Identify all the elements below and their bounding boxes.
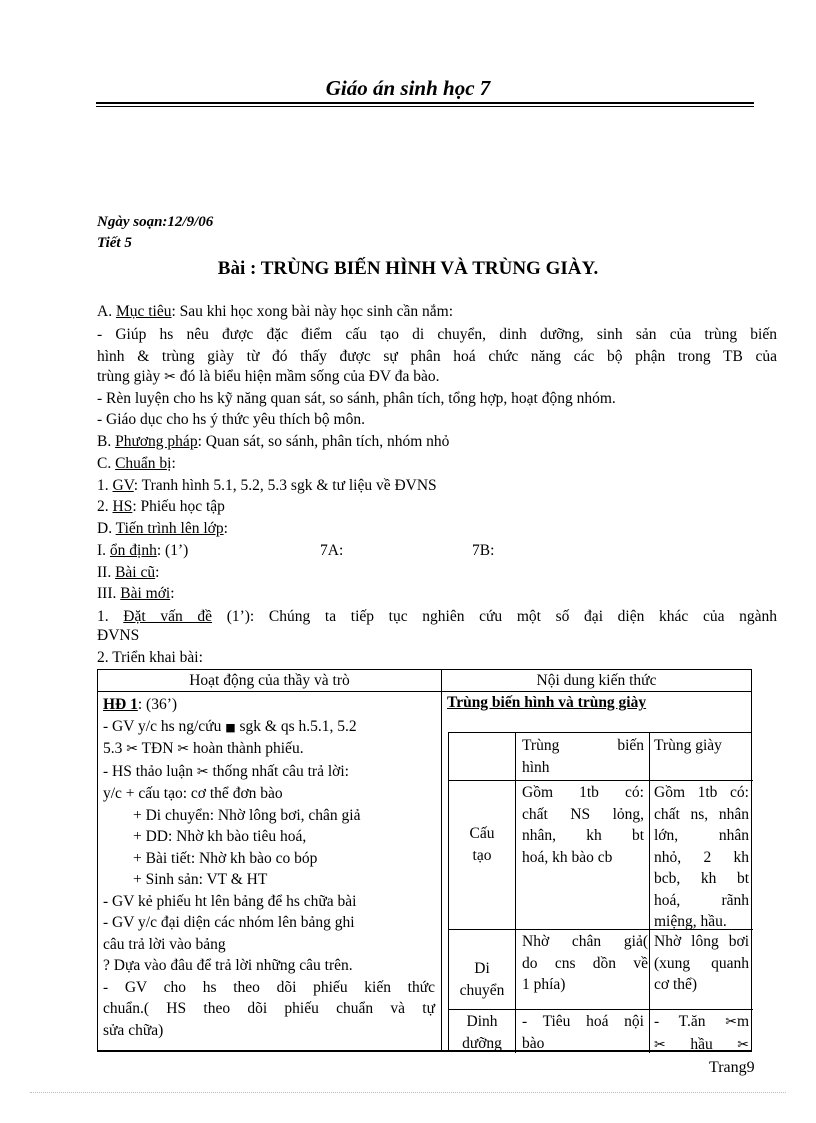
objective-line-1: - Giúp hs nêu được đặc điểm cấu tạo di chuyển, dinh dưỡng, sinh sản của trùng biến (97, 326, 777, 343)
row-label-structure-l2: tạo (472, 846, 492, 864)
section-b (97, 433, 449, 451)
header-amoeba-word2: biến (617, 737, 644, 754)
activity-line: câu trả lời vào bảng (103, 935, 226, 953)
header-title: Giáo án sinh học 7 (325, 76, 491, 100)
row-label-movement (449, 958, 515, 1001)
cell-line: Nhờ lông bơi (654, 933, 749, 950)
activity-line: y/c + cấu tạo: cơ thể đơn bào (103, 785, 283, 802)
activity-line: - GV cho hs theo dõi phiếu kiến thức (103, 978, 435, 996)
lesson-name: TRÙNG BIẾN HÌNH VÀ TRÙNG GIÀY. (260, 258, 599, 279)
activity-text: 5.3 (103, 740, 123, 757)
activity-line: - GV y/c đại diện các nhóm lên bảng ghi (103, 914, 355, 931)
class-7b: 7B: (472, 542, 495, 559)
amoeba-nutrition (522, 1011, 644, 1054)
activity-column (103, 694, 435, 1041)
scissors-icon: ✂ (725, 1014, 737, 1030)
paramecium-structure (654, 782, 749, 933)
problem-label: Đặt vấn đề (123, 608, 213, 625)
activity-time: : (36’) (137, 696, 178, 713)
prep-teacher-label: GV (112, 477, 134, 494)
prep-student-text: : Phiếu học tập (132, 498, 225, 515)
prep-student-label: HS (112, 498, 133, 515)
header-amoeba-word3: hình (522, 758, 550, 776)
activity-line: + Bài tiết: Nhờ kh bào co bóp (133, 849, 318, 867)
row-label-structure (449, 823, 515, 866)
page-edge (30, 1092, 786, 1093)
problem-text: (1’): Chúng ta tiếp tục nghiên cứu một số đại diện khác của ngành (212, 608, 777, 625)
column-divider (441, 670, 442, 1052)
comparison-table (448, 732, 752, 1052)
cell-line: 1 phía) (522, 976, 566, 993)
activity-label: HĐ 1 (103, 696, 138, 713)
cell-line: m (736, 1013, 749, 1030)
activity-heading (103, 694, 435, 716)
objective-line-2: hình & trùng giày từ đó thấy được sự phân hoá chức năng các bộ phận trong TB của (97, 348, 777, 365)
lesson-table (97, 669, 752, 1052)
activity-line (103, 716, 435, 739)
prep-student (97, 498, 225, 516)
cell-line: hoá, (654, 891, 681, 909)
prep-teacher (97, 477, 437, 495)
paramecium-movement (654, 931, 749, 996)
step-stabilize (97, 542, 188, 560)
objective-line-3 (97, 368, 439, 386)
activity-text: hoàn thành phiếu. (192, 740, 304, 757)
problem-statement-cont: ĐVNS (97, 627, 140, 644)
section-d-label: D. (97, 520, 116, 537)
section-a-heading: Mục tiêu (115, 303, 172, 320)
grid-line (515, 733, 516, 1053)
activity-line: chuẩn.( HS theo dõi phiếu chuẩn và tự (103, 1000, 435, 1017)
activity-text: thống nhất câu trả lời: (212, 762, 349, 780)
section-a-label: A. (97, 303, 116, 320)
class-7a: 7A: (320, 542, 344, 559)
page-number: Trang9 (709, 1059, 755, 1076)
grid-line (649, 733, 650, 1053)
step-new-label: Bài mới (120, 585, 171, 602)
activity-line: ? Dựa vào đâu để trả lời những câu trên. (103, 957, 353, 974)
cell-line: - Tiêu hoá nội (522, 1013, 644, 1030)
cell-line: cơ thể) (654, 976, 698, 993)
grid-line (449, 780, 753, 781)
step-old-num: II. (97, 564, 116, 581)
scissors-icon: ✂ (164, 369, 176, 385)
activity-text: - HS thảo luận (103, 762, 193, 780)
header-paramecium: Trùng giày (654, 737, 722, 754)
header-amoeba-word1: Trùng (522, 737, 560, 754)
section-b-label: B. (97, 433, 116, 450)
step-old-colon: : (155, 564, 160, 581)
cell-line: hầu (690, 1035, 713, 1053)
date-prepared: Ngày soạn:12/9/06 (97, 214, 214, 230)
objective-skills: - Rèn luyện cho hs kỹ năng quan sát, so sánh, phân tích, tổng hợp, hoạt động nhóm. (97, 390, 616, 407)
row-label-nutrition (449, 1011, 515, 1054)
section-d-heading: Tiến trình lên lớp (115, 520, 224, 537)
period: Tiết 5 (97, 235, 132, 251)
step-new-num: III. (97, 585, 121, 602)
scissors-icon: ✂ (737, 1036, 750, 1053)
step-new-colon: : (170, 585, 175, 602)
activity-line (103, 761, 435, 784)
section-a-intro: : Sau khi học xong bài này học sinh cần nắm: (171, 303, 454, 320)
row-label-structure-l1: Cấu (469, 825, 495, 842)
header-amoeba (522, 735, 644, 778)
prep-teacher-num: 1. (97, 477, 113, 494)
scissors-icon: ✂ (196, 763, 209, 780)
activity-line: + Di chuyển: Nhờ lông bơi, chân giả (133, 806, 361, 824)
row-label-movement-l2: chuyển (459, 981, 505, 999)
activity-line (103, 738, 435, 761)
step-stabilize-label: ổn định (109, 542, 157, 559)
scissors-icon: ✂ (126, 741, 138, 757)
prep-teacher-text: : Tranh hình 5.1, 5.2, 5.3 sgk & tư liệu về ĐVNS (133, 477, 437, 494)
cell-line: hoá, kh bào cb (522, 848, 613, 866)
step-old-lesson (97, 564, 159, 582)
paramecium-nutrition (654, 1011, 749, 1056)
cell-line: Gồm 1tb có: (522, 784, 644, 801)
objective-attitude: - Giáo dục cho hs ý thức yêu thích bộ môn. (97, 411, 365, 428)
cell-line: Gồm 1tb có: (654, 784, 749, 801)
cell-line: nhân, kh bt (522, 827, 644, 844)
cell-line: miệng, hầu. (654, 913, 727, 930)
col-header-content: Nội dung kiến thức (442, 670, 751, 692)
cell-line: (xung quanh (654, 954, 749, 972)
lesson-prefix: Bài : (217, 258, 257, 279)
header-rule-thin (96, 106, 754, 107)
row-label-nutrition-l1: Dinh (466, 1013, 498, 1030)
problem-statement (97, 606, 777, 627)
cell-line: nhân (718, 827, 749, 844)
objective-line-3a: trùng giày (97, 368, 161, 385)
col-header-activity: Hoạt động của thầy và trò (98, 670, 441, 692)
row-label-nutrition-l2: dưỡng (462, 1034, 502, 1052)
cell-line: Nhờ chân giả( (522, 933, 648, 950)
cell-line: bcb, kh bt (654, 870, 749, 887)
activity-line: sửa chữa) (103, 1021, 164, 1039)
section-a (97, 303, 453, 321)
lesson-title (0, 258, 816, 280)
activity-text: - GV y/c hs ng/cứu (103, 717, 222, 735)
problem-num: 1. (97, 608, 124, 625)
step-old-label: Bài cũ (115, 564, 156, 581)
activity-line: + Sinh sản: VT & HT (133, 871, 268, 888)
section-d-colon: : (223, 520, 228, 537)
activity-text: TĐN (141, 740, 174, 757)
content-title: Trùng biến hình và trùng giày (447, 694, 647, 711)
cell-line: chất ns, nhân (654, 805, 749, 823)
section-c-label: C. (97, 455, 116, 472)
step-stabilize-num: I. (97, 542, 110, 559)
grid-line (449, 1009, 753, 1010)
prep-student-num: 2. (97, 498, 113, 515)
scissors-icon: ✂ (654, 1036, 666, 1053)
activity-line: + DD: Nhờ kh bào tiêu hoá, (133, 828, 307, 845)
objective-line-3b: đó là biểu hiện mầm sống của ĐV đa bào. (179, 368, 440, 385)
cell-line: bào (522, 1034, 545, 1052)
section-c-heading: Chuẩn bị (115, 455, 172, 472)
cell-line: - T.ăn (654, 1013, 706, 1030)
section-d (97, 520, 228, 538)
scissors-icon: ✂ (177, 741, 190, 757)
step-new-lesson (97, 585, 175, 603)
section-c-colon: : (171, 455, 176, 472)
amoeba-structure (522, 782, 644, 868)
lesson-development: 2. Triển khai bài: (97, 649, 203, 666)
cell-line: lớn, (654, 827, 679, 844)
section-b-text: : Quan sát, so sánh, phân tích, nhóm nhỏ (197, 433, 450, 450)
section-c (97, 455, 176, 473)
cell-line: nhỏ, 2 kh (654, 848, 749, 866)
activity-text: sgk & qs h.5.1, 5.2 (239, 717, 357, 735)
section-b-heading: Phương pháp (115, 433, 198, 450)
row-label-movement-l1: Di (474, 960, 490, 977)
activity-line: - GV kẻ phiếu ht lên bảng để hs chữa bài (103, 892, 357, 910)
amoeba-movement (522, 931, 648, 996)
cell-line: rãnh (721, 891, 749, 909)
cell-line: do cns dồn về (522, 954, 648, 972)
header-rule (96, 102, 754, 104)
step-stabilize-time: : (1’) (156, 542, 189, 559)
cell-line: chất NS lỏng, (522, 805, 644, 823)
square-icon: ■ (225, 720, 236, 734)
